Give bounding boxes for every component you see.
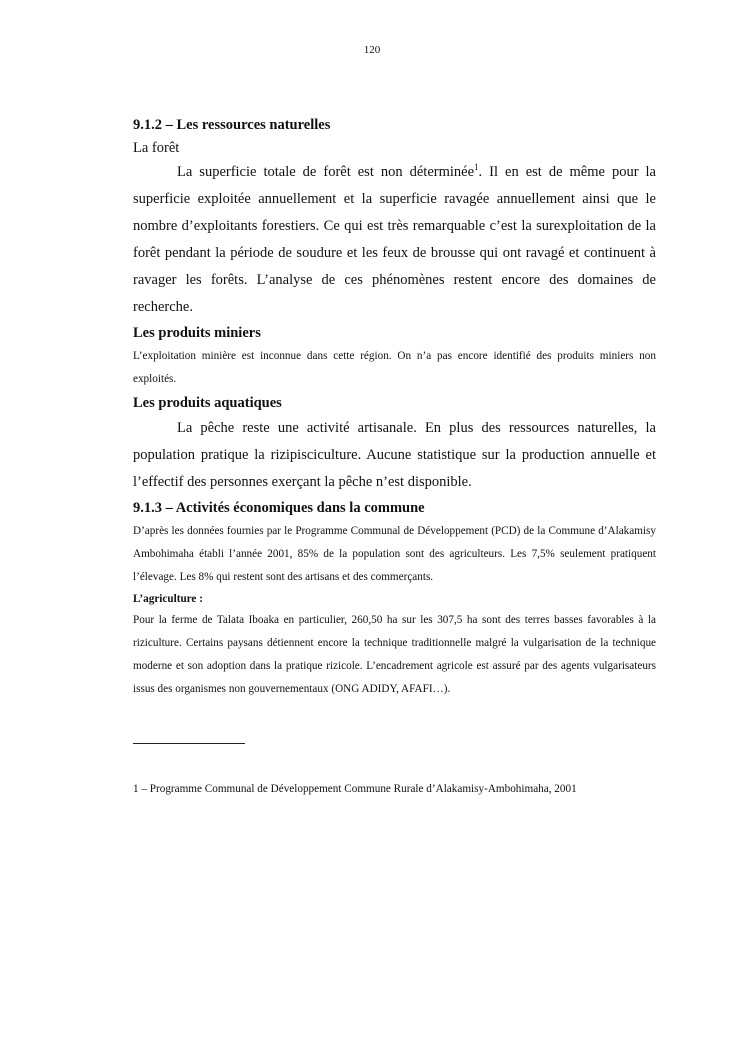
paragraph-produits-aquatiques: La pêche reste une activité artisanale. En plus des ressources naturelles, la population pratique la rizipisciculture. Aucune statistique sur la production annuelle et l’effectif des personnes exerçant la pêche n’est disponible.	[133, 420, 656, 490]
subheading-produits-aquatiques: Les produits aquatiques	[133, 395, 282, 411]
subheading-produits-miniers: Les produits miniers	[133, 325, 261, 341]
footnote: 1 – Programme Communal de Développement Commune Rurale d’Alakamisy-Ambohimaha, 2001	[133, 783, 577, 795]
paragraph-produits-miniers: L’exploitation minière est inconnue dans cette région. On n’a pas encore identifié des produits miniers non exploités.	[133, 350, 656, 385]
page-number: 120	[363, 44, 381, 56]
paragraph-foret	[133, 159, 656, 321]
paragraph-activites-intro: D’après les données fournies par le Programme Communal de Développement (PCD) de la Commune d’Alakamisy Ambohimaha établi l’année 2001, 85% de la population sont des agriculteurs. Les 7,5% seulement pratiquent l’élevage. Les 8% qui restent sont des artisans et des commerçants.	[133, 525, 656, 583]
subheading-foret: La forêt	[133, 140, 180, 156]
paragraph-agriculture: Pour la ferme de Talata Iboaka en particulier, 260,50 ha sur les 307,5 ha sont des terres basses favorables à la riziculture. Certains paysans détiennent encore la technique traditionnelle malgré la vulgarisation de la technique moderne et son adoption dans la pratique rizicole. L’encadrement agricole est assuré par des agents vulgarisateurs issus des organismes non gouvernementaux (ONG ADIDY, AFAFI…).	[133, 614, 656, 695]
footnote-reference: 1	[474, 162, 479, 173]
section-heading-ressources-naturelles: 9.1.2 – Les ressources naturelles	[133, 117, 331, 133]
section-heading-activites-economiques: 9.1.3 – Activités économiques dans la commune	[133, 500, 425, 516]
page-body	[133, 113, 656, 701]
paragraph-foret-start: La superficie totale de forêt est non déterminée	[177, 164, 475, 180]
footnote-separator	[133, 743, 245, 744]
subheading-agriculture: L’agriculture :	[133, 593, 203, 605]
paragraph-foret-rest: . Il en est de même pour la superficie exploitée annuellement et la superficie ravagée annuellement ainsi que le nombre d’exploitants forestiers. Ce qui est très remarquable c’est la surexploitation de la forêt pendant la période de soudure et les feux de brousse qui ont ravagé et continuent à ravager les forêts. L’analyse de ces phénomènes restent encore des domaines de recherche.	[133, 164, 656, 315]
